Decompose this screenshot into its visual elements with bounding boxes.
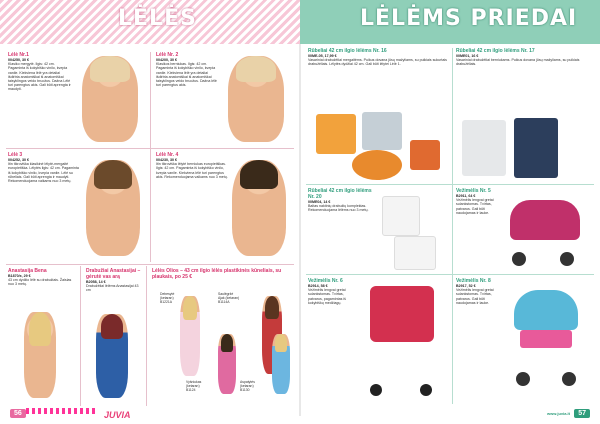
product-price: B2911, 64 €: [456, 194, 476, 198]
doll-label: Vyšniukas: [186, 380, 202, 384]
product-title: Vežimėlis Nr. 8: [456, 278, 491, 284]
fashion-doll-image: [180, 296, 200, 376]
shirt-image: [362, 112, 402, 150]
product-title: Vežimėlis Nr. 5: [456, 188, 491, 194]
pram-wheel: [512, 252, 526, 266]
row-divider: [6, 264, 294, 265]
tshirt-image: [462, 120, 506, 176]
product-price: B2917, 52 €: [456, 284, 476, 288]
product-price: B1870/x, 29 €: [8, 274, 31, 278]
product-title: Anastasija Bena: [8, 268, 47, 274]
page-gutter: [299, 44, 301, 416]
row-divider: [306, 274, 594, 275]
pram-basket: [520, 330, 572, 348]
product-price: B2914, 58 €: [308, 284, 328, 288]
product-desc: Vežimėlis lengvai gretai sulankstomas. Tvirtas, patvarus, pagamintas iš kokybiškų medžiagų.: [308, 288, 346, 305]
product-vezimelis-5: [456, 188, 500, 272]
doll-vysniukas: [186, 380, 222, 392]
baby-doll-image: [232, 160, 286, 256]
page-number: 56: [10, 409, 26, 418]
doll-note: (ketaran): [186, 384, 200, 388]
product-desc: Vežimėlis lengvai gretai sulankstomas. Tvirtas, patvarus. Gali būti naudojamas ir lauke.: [456, 288, 494, 305]
baby-doll-image: [228, 56, 284, 142]
doll-aspatytes: [240, 380, 276, 392]
product-rubeliai-16: [308, 48, 448, 108]
fashion-doll-image: [272, 334, 290, 394]
product-anastasija: [8, 268, 78, 308]
col-divider: [452, 48, 453, 404]
product-desc: Vasariniai drabužėliai berniukams. Puikus dovana jūsų mažyliams, su puikiais drabužėliais.: [456, 58, 580, 67]
product-lele-4: [156, 152, 228, 262]
product-title: Rūbeliai 42 cm ilgio lėlėms Nr. 16: [308, 48, 387, 54]
stroller-wheel: [420, 384, 432, 396]
website-url: www.juvia.lt: [547, 411, 570, 416]
product-title: Lėlė Nr.1: [8, 52, 29, 58]
brand-logo: JUVIA: [104, 410, 131, 420]
page-number: 57: [574, 409, 590, 418]
product-vezimelis-8: [456, 278, 500, 388]
product-title: Drabužiai Anastasijai – gėrutė vas arą: [86, 268, 141, 280]
decorative-dots: [26, 408, 96, 414]
product-desc: Klasiko mergytė. Ilgis: 42 cm. Pagaminta iš kokybiško vinilo, kvepia vanile. Kiekviena lėlė yra detaliai išdirbta anatomiškai iš anatomiškai taisyklingos veido bruožus. Dažna Lėlė turi parengtus akis. Gali būti aprengta ir maudyti.: [8, 62, 71, 92]
pram-wheel: [516, 372, 530, 386]
product-price: 00ME-05, 17,99 €: [308, 54, 337, 58]
product-desc: Itin tikroviška klasikinė lėlytė-mergaitė europietiška. Lėlytės ilgis: 42 cm. Pagaminta iš kokybiško vinilo, kvepia vanile. Lėlė su rūbeliais. Gali būti aprengta ir maudyti. Rekomenduojama vaikams nuo 3 metų.: [8, 162, 79, 184]
product-vezimelis-6: [308, 278, 354, 388]
product-title: Lėlė Nr. 2: [156, 52, 179, 58]
doll-label: Debesytė: [160, 292, 175, 296]
doll-note: Ajak (ketaran): [218, 296, 240, 300]
product-title: Lėlės Olios – 43 cm ilgio lėlės plastikinės kūneliais, su plaukais, po 25 €: [152, 268, 282, 280]
product-lele-2: [156, 52, 220, 146]
trousers-image: [514, 118, 558, 178]
skirt-image: [352, 150, 402, 180]
doll-note: (ketaran): [160, 296, 174, 300]
doll-code: B1130: [240, 388, 250, 392]
product-price: 00ME04, 14 €: [308, 200, 331, 204]
fashion-doll-image: [218, 334, 236, 394]
doll-label: Saulėgržė: [218, 292, 234, 296]
doll-code: B1124: [186, 388, 196, 392]
product-title: Vežimėlis Nr. 6: [308, 278, 343, 284]
product-price: 004200, 30 €: [156, 58, 177, 62]
nightgown-image: [382, 196, 420, 236]
col-divider: [80, 266, 81, 406]
product-desc: Vežimėlis lengvai gretai sulankstomas. Tvirtas, patvarus. Gali būti naudojamas ir lauke.: [456, 198, 494, 215]
product-price: 00ME01, 16 €: [456, 54, 479, 58]
doll-code: B1114A: [218, 300, 230, 304]
col-divider: [146, 266, 147, 406]
product-desc: Itin tikroviška lėlytė berniukas europietiškas. Ilgis: 42 cm. Pagaminta iš kokybiško vinilo, kvepia vanile. Kiekviena lėlė turi parengtus akis. Rekomenduojama vaikams nuo 3 metų.: [156, 162, 228, 179]
product-anastasija-clothes: [86, 268, 144, 308]
product-lele-olios: [152, 268, 294, 286]
product-rubeliai-20: [308, 188, 378, 272]
pram-image: [510, 200, 580, 240]
product-title: Lėlė Nr. 4: [156, 152, 179, 158]
fashion-doll-image: [24, 312, 56, 398]
product-title: Lėlė 3: [8, 152, 23, 158]
pram-image: [514, 290, 578, 330]
product-lele-1: [8, 52, 72, 146]
top-image: [410, 140, 440, 170]
product-price: 004252, 30 €: [8, 158, 29, 162]
product-rubeliai-17: [456, 48, 592, 118]
stroller-image: [370, 286, 434, 342]
stroller-wheel: [370, 384, 382, 396]
fashion-doll-image: [96, 314, 128, 398]
product-desc: Vasariniai drabužėliai mergaitėms. Puikus dovana jūsų mažyliams, su puikiais sukurtais drabužėliais. Lėlytės dydžiai 42 cm. Gali būti lėlytei Lėlė 1.: [308, 58, 447, 67]
product-desc: Drabužėliai lėlėms Anastasijai 43 cm: [86, 284, 139, 293]
product-price: 004250, 30 €: [8, 58, 29, 62]
product-desc: 43 cm dydžio lėlė su drabužiais. Žaislas nuo 3 metų.: [8, 278, 72, 287]
product-desc: Baltas naktinių drabužių komplektas. Rekomenduojama lėlėms nuo 3 metų.: [308, 204, 369, 213]
doll-note: (ketaran): [240, 384, 254, 388]
baby-doll-image: [86, 160, 140, 256]
product-title: Rūbeliai 42 cm ilgio lėlėms Nr. 20: [308, 188, 372, 200]
pram-wheel: [560, 252, 574, 266]
left-page-title: LĖLĖS: [118, 6, 197, 31]
col-divider: [150, 52, 151, 262]
product-price: 004230, 30 €: [156, 158, 177, 162]
product-lele-3: [8, 152, 80, 262]
row-divider: [306, 184, 594, 185]
pram-wheel: [562, 372, 576, 386]
product-title: Rūbeliai 42 cm ilgio lėlėms Nr. 17: [456, 48, 535, 54]
baby-doll-image: [82, 56, 138, 142]
product-price: B2058, 14 €: [86, 280, 106, 284]
doll-saulegrze: [218, 292, 258, 304]
right-page-title: LĖLĖMS PRIEDAI: [360, 6, 578, 31]
dress-image: [316, 114, 356, 154]
doll-label: Aspatytės: [240, 380, 255, 384]
product-desc: Klasikos berniukas. Ilgis: 42 cm. Pagaminta iš kokybiško vinilo, kvepia vanile. Kiekviena lėlė yra detaliai išdirbta anatomiškai iš anatomiškai taisyklingos veido bruožus. Dažna lėlė turi parengtus akis.: [156, 62, 217, 88]
doll-code: B1221A: [160, 300, 173, 304]
underwear-image: [394, 236, 436, 270]
